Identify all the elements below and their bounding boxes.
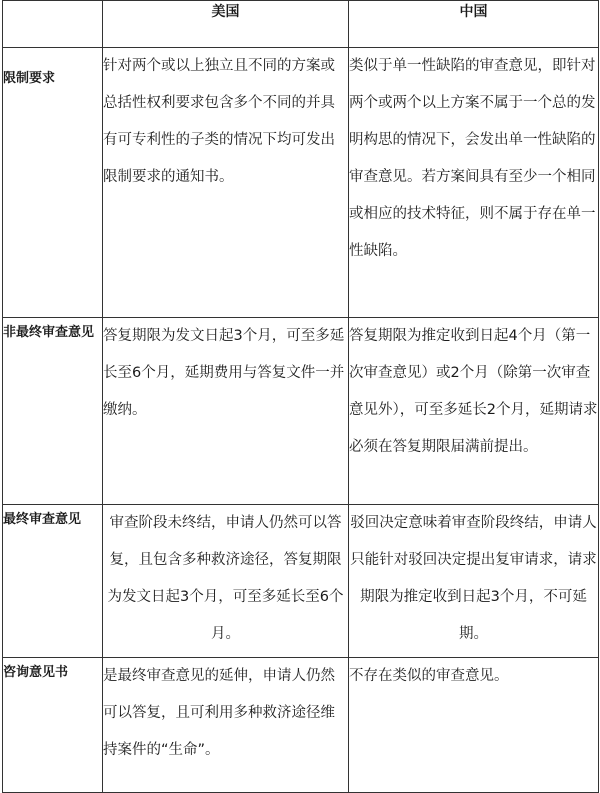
us-cell: 针对两个或以上独立且不同的方案或总括性权利要求包含多个不同的并具有可专利性的子类的情况下均可发出限制要求的通知书。 xyxy=(103,48,349,318)
row-label: 最终审查意见 xyxy=(3,505,103,658)
us-cell: 审查阶段未终结，申请人仍然可以答复，且包含多种救济途径，答复期限为发文日起3个月，可至多延长至6个月。 xyxy=(103,505,349,658)
row-label: 非最终审查意见 xyxy=(3,318,103,505)
table-row xyxy=(3,658,599,793)
row-label: 限制要求 xyxy=(3,48,103,318)
us-cell: 是最终审查意见的延伸，申请人仍然可以答复，且可利用多种救济途径维持案件的“生命”。 xyxy=(103,658,349,793)
cn-cell: 不存在类似的审查意见。 xyxy=(349,658,599,793)
header-us: 美国 xyxy=(103,1,349,48)
cn-cell: 答复期限为推定收到日起4个月（第一次审查意见）或2个月（除第一次审查意见外），可至多延长2个月，延期请求必须在答复期限届满前提出。 xyxy=(349,318,599,505)
table-row xyxy=(3,505,599,658)
table-row xyxy=(3,318,599,505)
table-row xyxy=(3,48,599,318)
us-cell: 答复期限为发文日起3个月，可至多延长至6个月，延期费用与答复文件一并缴纳。 xyxy=(103,318,349,505)
row-label: 咨询意见书 xyxy=(3,658,103,793)
header-row xyxy=(3,1,599,48)
header-empty xyxy=(3,1,103,48)
cn-cell: 类似于单一性缺陷的审查意见，即针对两个或两个以上方案不属于一个总的发明构思的情况下，会发出单一性缺陷的审查意见。若方案间具有至少一个相同或相应的技术特征，则不属于存在单一性缺陷。 xyxy=(349,48,599,318)
comparison-table xyxy=(2,0,599,793)
header-cn: 中国 xyxy=(349,1,599,48)
cn-cell: 驳回决定意味着审查阶段终结，申请人只能针对驳回决定提出复审请求，请求期限为推定收到日起3个月，不可延期。 xyxy=(349,505,599,658)
